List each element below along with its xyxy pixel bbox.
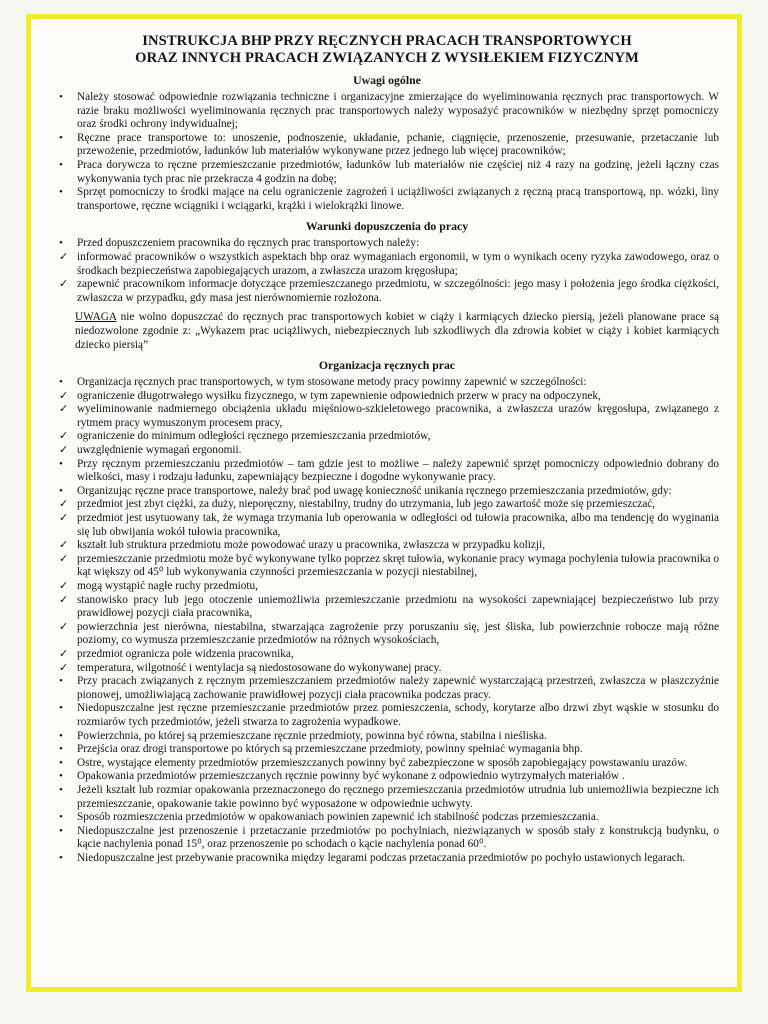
heading-warunki-dopuszczenia: Warunki dopuszczenia do pracy: [305, 219, 469, 234]
list-item: [55, 757, 719, 771]
list-item: [55, 430, 719, 444]
title-line-2: ORAZ INNYCH PRACACH ZWIĄZANYCH Z WYSIŁEKIEM FIZYCZNYM: [135, 50, 639, 66]
checkmark-icon: ✓: [59, 620, 69, 633]
list-item: [55, 251, 719, 278]
list-item: [55, 376, 719, 390]
checkmark-icon: ✓: [59, 512, 69, 525]
bullet-icon: •: [59, 729, 63, 742]
admission-conditions-list: [55, 237, 719, 305]
list-item-text: informować pracowników o wszystkich aspektach bhp oraz wymaganiach ergonomii, w tym o wynikach oceny ryzyka zawodowego, oraz o środkach bezpieczeństwa zapobiegających urazom, a zwłaszcza urazom kręgosłupa;: [77, 250, 719, 277]
list-item: [55, 485, 719, 499]
bullet-icon: •: [59, 811, 63, 824]
bullet-icon: •: [59, 675, 63, 688]
checkmark-icon: ✓: [59, 539, 69, 552]
list-item-text: Powierzchnia, po której są przemieszczane ręcznie przedmioty, powinna być równa, stabilna i nieśliska.: [77, 729, 547, 742]
list-item-text: temperatura, wilgotność i wentylacja są niedostosowane do wykonywanej pracy.: [77, 661, 442, 674]
checkmark-icon: ✓: [59, 593, 69, 606]
heading-uwagi-ogolne: Uwagi ogólne: [353, 73, 421, 87]
list-item: [55, 648, 719, 662]
warning-text: nie wolno dopuszczać do ręcznych prac transportowych kobiet w ciąży i karmiących dziecko piersią, jeżeli planowane prace są niedozwolone zgodnie z: „Wykazem prac uciążliwych, niebezpiecznych lub szkodliwych dla zdrowia kobiet w ciąży i kobiet karmiących dziecko piersią”: [75, 311, 719, 351]
checkmark-icon: ✓: [59, 580, 69, 592]
bullet-icon: •: [59, 770, 63, 783]
list-item-text: Ręczne prace transportowe to: unoszenie, podnoszenie, układanie, pchanie, ciągnięcie, przenoszenie, przesuwanie, przetaczanie lub przewożenie, przedmiotów, ładunków lub materiałów wykonywane przez jednego lub więcej pracowników;: [77, 131, 719, 158]
document-title: [55, 33, 719, 67]
list-item: [55, 159, 719, 186]
list-item-text: przedmiot jest usytuowany tak, że wymaga trzymania lub operowania w odległości od tułowia pracownika, albo ma tendencję do wyginania się lub obwijania wokół tułowia pracownika,: [77, 512, 719, 538]
checkmark-icon: ✓: [59, 389, 69, 402]
list-item: [55, 662, 719, 676]
list-item-text: Organizacja ręcznych prac transportowych, w tym stosowane metody pracy powinny zapewnić w szczególności:: [77, 376, 587, 389]
list-item-text: Sposób rozmieszczenia przedmiotów w opakowaniach powinien zapewnić ich stabilność podczas przemieszczania.: [77, 811, 599, 824]
list-item-text: ograniczenie do minimum odległości ręcznego przemieszczania przedmiotów,: [77, 430, 431, 443]
bullet-icon: •: [59, 158, 63, 171]
list-item-text: Należy stosować odpowiednie rozwiązania techniczne i organizacyjne zmierzające do wyeliminowania ręcznych prac transportowych. W razie braku możliwości wyeliminowania ręcznych prac transportowych należy wyposażyć pracowników w niezbędny sprzęt pomocniczy oraz środki ochrony indywidualnej;: [77, 91, 719, 131]
list-item: [55, 498, 719, 512]
list-item: [55, 825, 719, 852]
list-item: [55, 278, 719, 305]
list-item: [55, 539, 719, 553]
bullet-icon: •: [59, 457, 63, 470]
list-item: [55, 811, 719, 825]
list-item: [55, 743, 719, 757]
list-item: [55, 91, 719, 132]
list-item: [55, 784, 719, 811]
list-item-text: Przed dopuszczeniem pracownika do ręcznych prac transportowych należy:: [77, 237, 420, 250]
list-item: [55, 852, 719, 866]
list-item-text: Organizując ręczne prace transportowe, należy brać pod uwagę konieczność unikania ręcznego przemieszczania przedmiotów, gdy:: [77, 484, 672, 497]
list-item-text: Przejścia oraz drogi transportowe po których są przemieszczane przedmioty, powinny spełniać wymagania bhp.: [77, 743, 583, 756]
list-item-text: zapewnić pracownikom informacje dotyczące przemieszczanego przedmiotu, w szczególności: jego masy i położenia jego środka ciężkości, zwłaszcza w przypadku, gdy masa jest nierównomiernie rozłożona.: [77, 278, 719, 304]
list-item-text: mogą wystąpić nagłe ruchy przedmiotu,: [77, 580, 259, 592]
list-item: [55, 458, 719, 485]
list-item-text: ograniczenie długotrwałego wysiłku fizycznego, w tym zapewnienie odpowiednich przerw w pracy na odpoczynek,: [77, 389, 601, 402]
checkmark-icon: ✓: [59, 278, 69, 291]
list-item-text: wyeliminowanie nadmiernego obciążenia układu mięśniowo-szkieletowego pracownika, a zwłaszcza urazów kręgosłupa, związanego z rytmem pracy wymuszonym procesem pracy,: [77, 403, 719, 429]
bullet-icon: •: [59, 824, 63, 837]
work-organization-list: [55, 376, 719, 865]
list-item: [55, 237, 719, 251]
bullet-icon: •: [59, 237, 63, 250]
list-item: [55, 403, 719, 430]
checkmark-icon: ✓: [59, 661, 69, 674]
general-remarks-list: [55, 91, 719, 213]
bullet-icon: •: [59, 851, 63, 864]
list-item: [55, 621, 719, 648]
list-item: [55, 390, 719, 404]
list-item-text: powierzchnia jest nierówna, niestabilna, stwarzająca zagrożenie przy poruszaniu się, jest śliska, lub powierzchnie robocze mają różne poziomy, co wymusza przemieszczanie przedmiotów na różnych wysokościach,: [77, 620, 719, 647]
list-item-text: Niedopuszczalne jest przenoszenie i przetaczanie przedmiotów po pochylniach, niezwiązanych w sposób stały z konstrukcją budynku, o kącie nachylenia ponad 15⁰, oraz przenoszenie po schodach o kącie nachylenia ponad 60⁰.: [77, 824, 719, 851]
list-item-text: uwzględnienie wymagań ergonomii.: [77, 444, 242, 457]
list-item: [55, 580, 719, 594]
list-item-text: stanowisko pracy lub jego otoczenie uniemożliwia przemieszczanie przedmiotu na wysokości zapewniającej bezpieczeństwo lub przy prawidłowej pozycji ciała pracownika,: [77, 593, 719, 620]
list-item-text: przedmiot ogranicza pole widzenia pracownika,: [77, 647, 294, 660]
checkmark-icon: ✓: [59, 444, 69, 457]
bullet-icon: •: [59, 484, 63, 497]
checkmark-icon: ✓: [59, 498, 69, 511]
bullet-icon: •: [59, 186, 63, 199]
bullet-icon: •: [59, 131, 63, 144]
list-item: [55, 186, 719, 213]
list-item-text: Niedopuszczalne jest ręczne przemieszczanie przedmiotów przez pomieszczenia, schody, korytarze albo drzwi zbyt wąskie w stosunku do rozmiarów tych przedmiotów, jeżeli stwarza to zagrożenia wypadkowe.: [77, 702, 719, 728]
title-line-1: INSTRUKCJA BHP PRZY RĘCZNYCH PRACACH TRANSPORTOWYCH: [142, 33, 632, 49]
list-item-text: Ostre, wystające elementy przedmiotów przemieszczanych powinny być zabezpieczone w sposób zapobiegający powstawaniu urazów.: [77, 756, 688, 769]
bullet-icon: •: [59, 743, 63, 756]
list-item-text: przemieszczanie przedmiotu może być wykonywane tylko poprzez skręt tułowia, wykonanie pracy wymaga pochylenia tułowia pracownika o kąt większy od 45⁰ lub wykonywania czynności przemieszczania w pozycji niestabilnej,: [77, 552, 719, 579]
checkmark-icon: ✓: [59, 250, 69, 263]
checkmark-icon: ✓: [59, 552, 69, 565]
list-item-text: Sprzęt pomocniczy to środki mające na celu ograniczenie zagrożeń i uciążliwości związanych z ręczną pracą transportową, np. wózki, liny transportowe, ręczne wciągniki i wciągarki, krążki i wielokrążki linowe.: [77, 186, 719, 212]
document-sheet: [31, 19, 737, 987]
list-item: [55, 512, 719, 539]
list-item-text: Jeżeli kształt lub rozmiar opakowania przeznaczonego do ręcznego przemieszczania przedmiotów utrudnia lub uniemożliwia bezpieczne ich przemieszczanie, opakowanie takie powinno być wyposażone w odpowiednie uchwyty.: [77, 783, 719, 810]
checkmark-icon: ✓: [59, 403, 69, 416]
list-item: [55, 730, 719, 744]
checkmark-icon: ✓: [59, 430, 69, 443]
bullet-icon: •: [59, 783, 63, 796]
list-item: [55, 553, 719, 580]
list-item-text: Opakowania przedmiotów przemieszczanych ręcznie powinny być wykonane z odpowiednio wytrzymałych materiałów .: [77, 770, 625, 783]
list-item: [55, 770, 719, 784]
checkmark-icon: ✓: [59, 647, 69, 660]
list-item: [55, 444, 719, 458]
list-item: [55, 702, 719, 729]
list-item-text: kształt lub struktura przedmiotu może powodować urazy u pracownika, zwłaszcza w przypadku kolizji,: [77, 539, 546, 552]
bullet-icon: •: [59, 702, 63, 715]
heading-organizacja-prac: Organizacja ręcznych prac: [318, 358, 456, 373]
bullet-icon: •: [59, 91, 63, 103]
list-item-text: Przy pracach związanych z ręcznym przemieszczaniem przedmiotów należy zapewnić wystarczającą przestrzeń, zwłaszcza w płaszczyźnie pionowej, umożliwiającą zachowanie prawidłowej pozycji ciała pracownika podczas pracy.: [77, 675, 719, 701]
list-item-text: Praca dorywcza to ręczne przemieszczanie przedmiotów, ładunków lub materiałów nie częściej niż 4 razy na godzinę, jeżeli łączny czas wykonywania tych prac nie przekracza 4 godzin na dobę;: [77, 158, 719, 185]
list-item: [55, 132, 719, 159]
warning-note: [55, 311, 719, 352]
list-item-text: Niedopuszczalne jest przebywanie pracownika między legarami podczas przetaczania przedmiotów po pochyło ustawionych legarach.: [77, 851, 686, 864]
list-item-text: przedmiot jest zbyt ciężki, za duży, nieporęczny, niestabilny, trudny do utrzymania, lub jego zawartość może się przemieszczać,: [77, 498, 656, 511]
list-item-text: Przy ręcznym przemieszczaniu przedmiotów – tam gdzie jest to możliwe – należy zapewnić sprzęt pomocniczy odpowiednio dobrany do wielkości, masy i rodzaju ładunku, zapewniający bezpieczne i dogodne wykonywanie pracy.: [77, 457, 719, 484]
list-item: [55, 594, 719, 621]
yellow-border: [26, 14, 742, 992]
bullet-icon: •: [59, 756, 63, 769]
bullet-icon: •: [59, 376, 63, 389]
warning-label: UWAGA: [75, 311, 117, 324]
list-item: [55, 675, 719, 702]
